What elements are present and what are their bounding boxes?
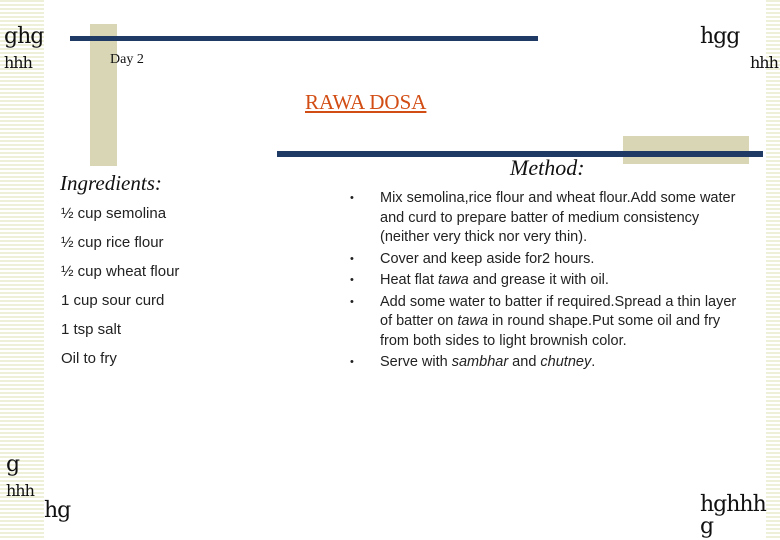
method-step-text: Add some water to batter if required.Spread a thin layer of batter on tawa in round shape.Put some oil and fry from both sides to light brownish color. xyxy=(380,293,737,349)
method-step xyxy=(350,250,750,270)
decor-glyph-top-left-2: hhh xyxy=(4,53,32,72)
method-step xyxy=(350,353,750,373)
method-step xyxy=(350,293,750,352)
method-step-text: Heat flat tawa and grease it with oil. xyxy=(380,272,609,288)
method-step xyxy=(350,189,750,248)
method-step-text: Cover and keep aside for2 hours. xyxy=(380,250,595,267)
ingredients-heading: Ingredients: xyxy=(60,171,162,195)
right-stripe-decoration xyxy=(766,0,780,540)
olive-block-top xyxy=(90,24,117,166)
ingredient-item: Oil to fry xyxy=(61,350,117,367)
method-heading: Method: xyxy=(510,155,585,180)
bullet-icon: • xyxy=(350,192,354,204)
decor-glyph-bottom-left: hg xyxy=(44,498,71,523)
method-step-text: Serve with sambhar and chutney. xyxy=(380,354,596,370)
bullet-icon: • xyxy=(350,252,354,265)
decor-glyph-mid-left-2: hhh xyxy=(6,481,34,500)
decor-glyph-bottom-right: hghhh g xyxy=(700,492,766,539)
bullet-icon: • xyxy=(350,274,354,286)
bullet-icon: • xyxy=(350,356,354,368)
top-divider-bar xyxy=(70,36,538,41)
ingredients-list xyxy=(61,205,179,379)
ingredient-item: 1 tsp salt xyxy=(61,321,122,338)
bullet-icon: • xyxy=(350,295,354,308)
decor-glyph-top-left: ghg xyxy=(4,24,44,49)
ingredient-item: ½ cup rice flour xyxy=(61,234,164,251)
method-steps-list xyxy=(350,189,750,375)
day-label: Day 2 xyxy=(110,52,144,67)
method-step-text: Mix semolina,rice flour and wheat flour.Add some water and curd to prepare batter of medium consistency (neither very thick nor very thin). xyxy=(380,190,736,245)
ingredient-item: 1 cup sour curd xyxy=(61,292,165,309)
ingredient-item: ½ cup semolina xyxy=(61,205,167,222)
ingredient-item: ½ cup wheat flour xyxy=(61,263,180,280)
decor-glyph-mid-left: g xyxy=(6,452,20,477)
method-step xyxy=(350,271,750,291)
olive-block-method xyxy=(623,136,749,164)
decor-glyph-top-right-2: hhh xyxy=(750,53,778,72)
recipe-title: RAWA DOSA xyxy=(305,90,427,114)
decor-glyph-top-right: hgg xyxy=(700,24,740,49)
